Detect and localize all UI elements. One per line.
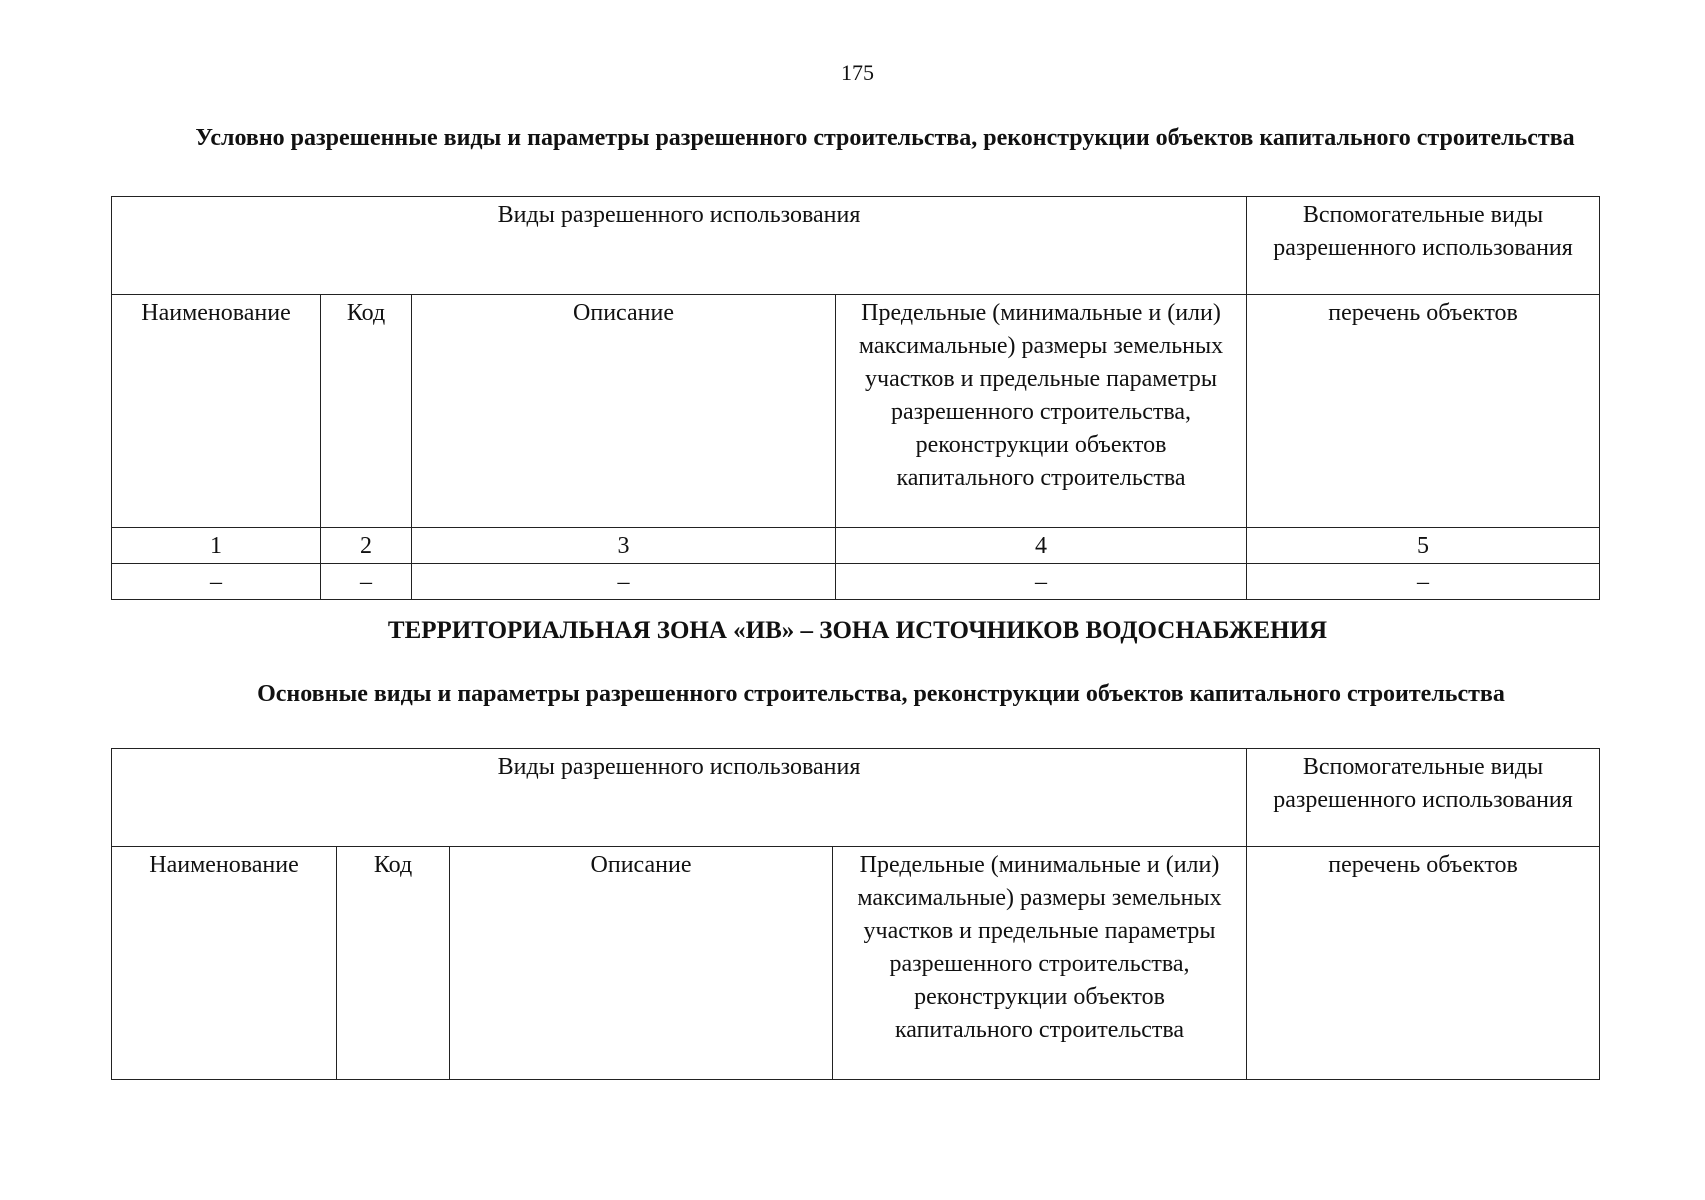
column-header-code: Код xyxy=(337,847,450,1080)
table-cell: – xyxy=(836,564,1247,600)
zone-title: ТЕРРИТОРИАЛЬНАЯ ЗОНА «ИВ» – ЗОНА ИСТОЧНИКОВ ВОДОСНАБЖЕНИЯ xyxy=(387,617,1328,644)
group-header: Виды разрешенного использования xyxy=(112,749,1247,847)
column-header-description: Описание xyxy=(412,295,836,528)
main-uses-table xyxy=(111,748,1600,1080)
column-header-code: Код xyxy=(321,295,412,528)
group-header: Виды разрешенного использования xyxy=(112,197,1247,295)
page-number: 175 xyxy=(841,60,874,85)
column-number-row xyxy=(112,528,1600,564)
column-header-name: Наименование xyxy=(112,295,321,528)
aux-header: Вспомогательные виды разрешенного использования xyxy=(1247,749,1600,847)
column-number: 4 xyxy=(836,528,1247,564)
section-title-conditional: Условно разрешенные виды и параметры разрешенного строительства, реконструкции объектов капитального строительства xyxy=(195,125,1575,151)
table-cell: – xyxy=(1247,564,1600,600)
column-header-description: Описание xyxy=(450,847,833,1080)
column-header-objects: перечень объектов xyxy=(1247,847,1600,1080)
column-header-name: Наименование xyxy=(112,847,337,1080)
column-number: 2 xyxy=(321,528,412,564)
table-cell: – xyxy=(112,564,321,600)
column-header-parameters: Предельные (минимальные и (или) максимальные) размеры земельных участков и предельные параметры разрешенного строительства, реконструкции объектов капитального строительства xyxy=(833,847,1247,1080)
table-cell: – xyxy=(321,564,412,600)
table-cell: – xyxy=(412,564,836,600)
section-title-main: Основные виды и параметры разрешенного строительства, реконструкции объектов капитального строительства xyxy=(257,681,1505,707)
column-number: 5 xyxy=(1247,528,1600,564)
column-header-parameters: Предельные (минимальные и (или) максимальные) размеры земельных участков и предельные параметры разрешенного строительства, реконструкции объектов капитального строительства xyxy=(836,295,1247,528)
conditional-uses-table xyxy=(111,196,1600,600)
table-row xyxy=(112,564,1600,600)
aux-header: Вспомогательные виды разрешенного использования xyxy=(1247,197,1600,295)
column-number: 1 xyxy=(112,528,321,564)
column-number: 3 xyxy=(412,528,836,564)
column-header-objects: перечень объектов xyxy=(1247,295,1600,528)
